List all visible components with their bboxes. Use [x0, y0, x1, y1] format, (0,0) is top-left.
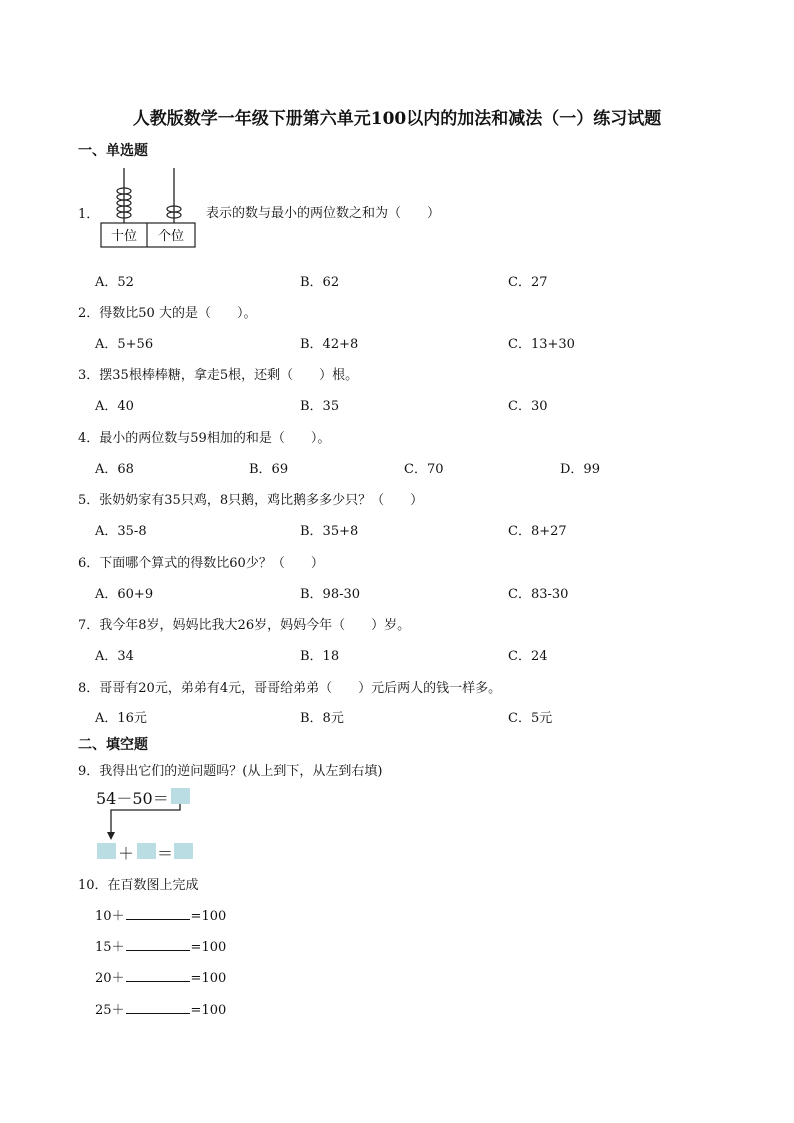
- q10-line-3-left: 20＋: [95, 971, 125, 986]
- q5-option-b[interactable]: B．35+8: [300, 524, 359, 539]
- q5-text: 5．张奶奶家有35只鸡，8只鹅，鸡比鹅多多少只？（ ）: [78, 493, 424, 508]
- q10-line-1-left: 10＋: [95, 909, 125, 924]
- q9-answer-box-4[interactable]: [174, 843, 193, 859]
- section-fill-blank: 二、填空题: [78, 737, 148, 753]
- q3-option-a[interactable]: A．40: [95, 399, 134, 414]
- q10-line-4-left: 25＋: [95, 1003, 125, 1018]
- q8-option-c[interactable]: C．5元: [508, 711, 553, 726]
- q1-option-b[interactable]: B．62: [300, 275, 340, 290]
- q9-text: 9．我得出它们的逆问题吗？(从上到下，从左到右填): [78, 764, 383, 779]
- q10-text: 10．在百数图上完成: [78, 878, 199, 893]
- q9-answer-box-2[interactable]: [97, 843, 116, 859]
- q9-arrow: [104, 800, 184, 842]
- q10-line-2-right: =100: [190, 940, 227, 955]
- q2-option-a[interactable]: A．5+56: [95, 337, 154, 352]
- q10-blank-3[interactable]: [126, 969, 190, 982]
- q10-blank-4[interactable]: [126, 1001, 190, 1014]
- q2-option-b[interactable]: B．42+8: [300, 337, 359, 352]
- q7-option-a[interactable]: A．34: [95, 649, 134, 664]
- q5-option-c[interactable]: C．8+27: [508, 524, 567, 539]
- q6-option-c[interactable]: C．83-30: [508, 587, 569, 602]
- q8-option-b[interactable]: B．8元: [300, 711, 344, 726]
- abacus-ones-label: 个位: [157, 229, 185, 244]
- q3-option-c[interactable]: C．30: [508, 399, 548, 414]
- q10-line-1: [95, 905, 226, 924]
- q6-option-a[interactable]: A．60+9: [95, 587, 154, 602]
- q9-answer-box-3[interactable]: [137, 843, 156, 859]
- q3-option-b[interactable]: B．35: [300, 399, 340, 414]
- q2-text: 2．得数比50 大的是（ ）。: [78, 306, 257, 321]
- q6-option-b[interactable]: B．98-30: [300, 587, 361, 602]
- q9-equation: 54－50＝: [96, 789, 169, 808]
- abacus-tens-label: 十位: [110, 229, 138, 244]
- q1-option-a[interactable]: A．52: [95, 275, 134, 290]
- q10-line-1-right: =100: [190, 909, 227, 924]
- section-single-choice: 一、单选题: [78, 143, 148, 159]
- q10-line-2-left: 15＋: [95, 940, 125, 955]
- q4-option-c[interactable]: C．70: [404, 462, 444, 477]
- q7-option-c[interactable]: C．24: [508, 649, 548, 664]
- q9-plus-sign: ＋: [118, 844, 135, 863]
- q4-option-d[interactable]: D．99: [560, 462, 600, 477]
- q10-line-3: [95, 967, 226, 986]
- q5-option-a[interactable]: A．35-8: [95, 524, 147, 539]
- q7-option-b[interactable]: B．18: [300, 649, 340, 664]
- q2-option-c[interactable]: C．13+30: [508, 337, 575, 352]
- q8-text: 8．哥哥有20元，弟弟有4元，哥哥给弟弟（ ）元后两人的钱一样多。: [78, 681, 502, 696]
- q1-text: 表示的数与最小的两位数之和为（ ）: [206, 206, 441, 221]
- q4-text: 4．最小的两位数与59相加的和是（ ）。: [78, 431, 331, 446]
- page-title: 人教版数学一年级下册第六单元100以内的加法和减法（一）练习试题: [132, 109, 662, 129]
- q7-text: 7．我今年8岁，妈妈比我大26岁，妈妈今年（ ）岁。: [78, 618, 411, 633]
- q1-option-c[interactable]: C．27: [508, 275, 548, 290]
- q10-blank-1[interactable]: [126, 907, 190, 920]
- q10-line-3-right: =100: [190, 971, 227, 986]
- q4-option-b[interactable]: B．69: [249, 462, 289, 477]
- q10-line-4-right: =100: [190, 1003, 227, 1018]
- q4-option-a[interactable]: A．68: [95, 462, 134, 477]
- q9-equals-sign: ＝: [157, 844, 174, 863]
- q1-number: 1．: [78, 207, 100, 222]
- q8-option-a[interactable]: A．16元: [95, 711, 147, 726]
- q3-text: 3．摆35根棒棒糖，拿走5根，还剩（ ）根。: [78, 368, 359, 383]
- q6-text: 6．下面哪个算式的得数比60少？（ ）: [78, 556, 324, 571]
- q10-line-4: [95, 999, 226, 1018]
- q10-blank-2[interactable]: [126, 938, 190, 951]
- abacus-image: [99, 165, 197, 251]
- q10-line-2: [95, 936, 226, 955]
